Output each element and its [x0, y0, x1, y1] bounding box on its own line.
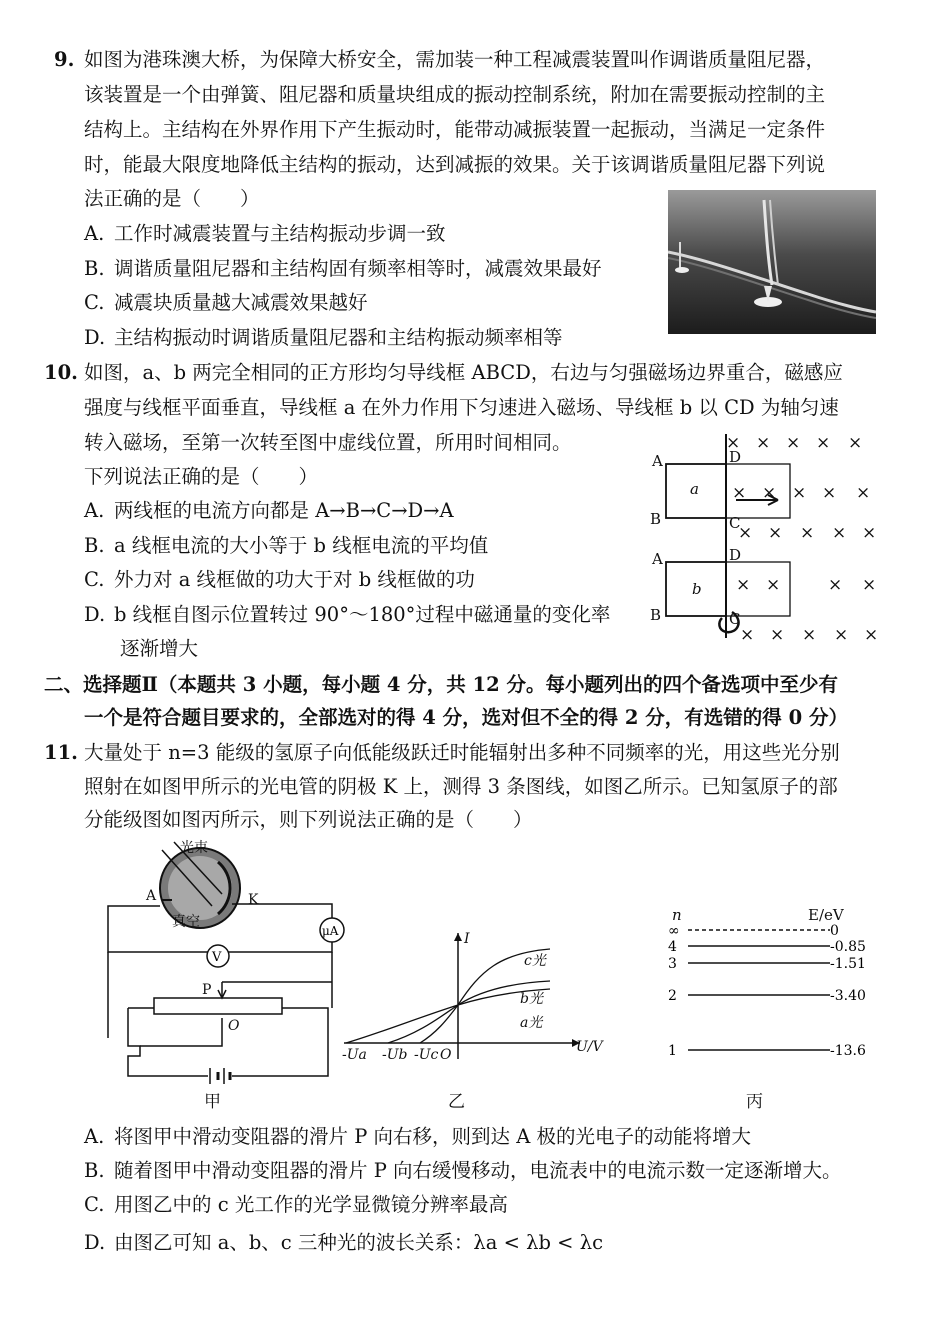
- q11-option-a[interactable]: [84, 1124, 751, 1150]
- caption-yi: 乙: [448, 1092, 465, 1112]
- level-energy-label: -1.51: [830, 956, 866, 972]
- q9-stem-line-5: 法正确的是（ ）: [84, 187, 260, 210]
- voltmeter-label: V: [212, 950, 222, 965]
- level-n-label: 3: [668, 956, 677, 972]
- field-cross: ×: [786, 433, 801, 453]
- option-text: 两线框的电流方向都是 A→B→C→D→A: [114, 499, 454, 522]
- cathode-label: K: [248, 892, 259, 908]
- option-letter: A.: [84, 499, 105, 522]
- level-n-label: ∞: [668, 923, 680, 939]
- field-cross: ×: [856, 483, 871, 503]
- frame-b-label: b: [692, 580, 702, 598]
- axis-i-label: I: [464, 931, 470, 947]
- option-letter: B.: [84, 1159, 105, 1182]
- q11-stem-line-3: 分能级图如图丙所示，则下列说法正确的是（ ）: [84, 808, 533, 831]
- q11-option-b[interactable]: [84, 1158, 842, 1184]
- label-D: D: [729, 546, 742, 564]
- label-B: B: [650, 606, 662, 624]
- field-cross: ×: [864, 625, 879, 645]
- level-n-label: 4: [668, 939, 677, 955]
- field-cross: ×: [828, 575, 843, 595]
- q10-option-d[interactable]: [84, 602, 610, 628]
- option-letter: C.: [84, 568, 105, 591]
- label-D: D: [729, 448, 742, 466]
- q9-stem-line-2: 该装置是一个由弹簧、阻尼器和质量块组成的振动控制系统，附加在需要振动控制的主: [84, 83, 826, 106]
- field-cross: ×: [848, 433, 863, 453]
- frame-a-label: a: [690, 480, 699, 498]
- q9-option-a[interactable]: [84, 221, 446, 247]
- option-text: 调谐质量阻尼器和主结构固有频率相等时，减震效果最好: [114, 257, 602, 280]
- field-cross: ×: [762, 483, 777, 503]
- field-cross: ×: [800, 523, 815, 543]
- field-cross: ×: [756, 433, 771, 453]
- field-cross: ×: [832, 523, 847, 543]
- q10-stem-line-3: 转入磁场，至第一次转至图中虚线位置，所用时间相同。: [84, 431, 572, 454]
- q9-option-c[interactable]: [84, 290, 368, 316]
- figure-bing: [660, 900, 880, 1070]
- caption-jia: 甲: [204, 1092, 221, 1112]
- energy-levels: [668, 923, 866, 1059]
- q9-option-d[interactable]: [84, 325, 563, 351]
- option-letter: B.: [84, 257, 105, 280]
- q10-option-b[interactable]: [84, 533, 488, 559]
- caption-bing: 丙: [746, 1092, 763, 1112]
- q11-stem-line-1: 大量处于 n=3 能级的氢原子向低能级跃迁时能辐射出多种不同频率的光，用这些光分别: [84, 741, 840, 764]
- ammeter-label: μA: [322, 924, 339, 938]
- label-A: A: [652, 550, 663, 568]
- uc-label: -Uc: [414, 1047, 439, 1063]
- level-energy-label: 0: [830, 923, 839, 939]
- option-letter: D.: [84, 326, 106, 349]
- anode-label: A: [146, 888, 157, 904]
- q9-stem-line-3: 结构上。主结构在外界作用下产生振动时，能带动减振装置一起振动，当满足一定条件: [84, 118, 826, 141]
- section2-title-2: 一个是符合题目要求的，全部选对的得 4 分，选对但不全的得 2 分，有选错的得 0 分）: [84, 706, 848, 729]
- q10-option-d-continued: 逐渐增大: [120, 637, 199, 660]
- q10-stem-line-2: 强度与线框平面垂直，导线框 a 在外力作用下匀速进入磁场、导线框 b 以 CD 为轴匀速: [84, 396, 839, 419]
- axis-u-label: U/V: [576, 1039, 603, 1055]
- q11-number: 11.: [44, 741, 78, 764]
- q10-number: 10.: [44, 361, 78, 384]
- field-cross: ×: [736, 575, 751, 595]
- field-cross: ×: [738, 523, 753, 543]
- a-light-label: a光: [520, 1015, 543, 1031]
- level-energy-label: -0.85: [830, 939, 866, 955]
- q10-figure: [640, 428, 890, 648]
- level-energy-label: -13.6: [830, 1043, 866, 1059]
- q11-option-c[interactable]: [84, 1192, 508, 1218]
- option-letter: B.: [84, 534, 105, 557]
- q9-stem-line-1: 如图为港珠澳大桥，为保障大桥安全，需加装一种工程减震装置叫作调谐质量阻尼器，: [84, 48, 826, 71]
- option-text: 由图乙可知 a、b、c 三种光的波长关系：λa < λb < λc: [114, 1231, 604, 1254]
- label-A: A: [652, 452, 663, 470]
- q10-option-a[interactable]: [84, 498, 454, 524]
- field-cross: ×: [768, 523, 783, 543]
- midpoint-label: O: [228, 1018, 240, 1034]
- q9-number: 9.: [54, 48, 75, 71]
- figure-jia: [100, 838, 360, 1088]
- option-letter: D.: [84, 1231, 106, 1254]
- field-cross: ×: [770, 625, 785, 645]
- q9-option-b[interactable]: [84, 256, 602, 282]
- option-letter: A.: [84, 1125, 105, 1148]
- option-text: 减震块质量越大减震效果越好: [114, 291, 368, 314]
- beam-label: 光束: [180, 840, 208, 856]
- q10-stem-line-4: 下列说法正确的是（ ）: [84, 465, 319, 488]
- ua-label: -Ua: [342, 1047, 367, 1063]
- option-text: 工作时减震装置与主结构振动步调一致: [114, 222, 446, 245]
- label-C: C: [729, 610, 741, 628]
- bridge-photo: [668, 190, 876, 334]
- level-n-label: 1: [668, 1043, 677, 1059]
- field-cross: ×: [816, 433, 831, 453]
- option-letter: A.: [84, 222, 105, 245]
- slider-label: P: [202, 982, 212, 998]
- option-letter: C.: [84, 291, 105, 314]
- ub-label: -Ub: [382, 1047, 408, 1063]
- option-text: 将图甲中滑动变阻器的滑片 P 向右移，则到达 A 极的光电子的动能将增大: [114, 1125, 751, 1148]
- section2-title-1: 二、选择题Ⅱ（本题共 3 小题，每小题 4 分，共 12 分。每小题列出的四个备选项中至少有: [44, 673, 838, 696]
- label-C: C: [729, 514, 741, 532]
- option-letter: C.: [84, 1193, 105, 1216]
- field-cross: ×: [766, 575, 781, 595]
- field-cross: ×: [862, 523, 877, 543]
- e-header: E/eV: [808, 906, 844, 924]
- vacuum-label: 真空: [172, 914, 200, 930]
- option-text: 外力对 a 线框做的功大于对 b 线框做的功: [114, 568, 475, 591]
- q10-option-c[interactable]: [84, 567, 475, 593]
- field-cross: ×: [802, 625, 817, 645]
- q11-stem-line-2: 照射在如图甲所示的光电管的阴极 K 上，测得 3 条图线，如图乙所示。已知氢原子的部: [84, 775, 838, 798]
- level-energy-label: -3.40: [830, 988, 866, 1004]
- b-light-label: b光: [520, 991, 543, 1007]
- field-cross: ×: [862, 575, 877, 595]
- option-text: b 线框自图示位置转过 90°～180°过程中磁通量的变化率: [114, 603, 611, 626]
- n-header: n: [672, 906, 682, 924]
- c-light-label: c光: [524, 953, 546, 969]
- q9-stem-line-4: 时，能最大限度地降低主结构的振动，达到减振的效果。关于该调谐质量阻尼器下列说: [84, 153, 826, 176]
- option-text: 随着图甲中滑动变阻器的滑片 P 向右缓慢移动，电流表中的电流示数一定逐渐增大。: [114, 1159, 842, 1182]
- option-letter: D.: [84, 603, 106, 626]
- field-cross: ×: [834, 625, 849, 645]
- option-text: a 线框电流的大小等于 b 线框电流的平均值: [114, 534, 489, 557]
- field-cross: ×: [740, 625, 755, 645]
- option-text: 用图乙中的 c 光工作的光学显微镜分辨率最高: [114, 1193, 508, 1216]
- q10-stem-line-1: 如图，a、b 两完全相同的正方形均匀导线框 ABCD，右边与匀强磁场边界重合，磁感应: [84, 361, 843, 384]
- field-cross: ×: [732, 483, 747, 503]
- origin-label: O: [440, 1047, 452, 1063]
- label-B: B: [650, 510, 662, 528]
- field-cross: ×: [726, 433, 741, 453]
- field-cross: ×: [792, 483, 807, 503]
- field-cross: ×: [822, 483, 837, 503]
- level-n-label: 2: [668, 988, 677, 1004]
- figure-yi: [340, 925, 630, 1065]
- q11-option-d[interactable]: [84, 1230, 603, 1256]
- option-text: 主结构振动时调谐质量阻尼器和主结构振动频率相等: [114, 326, 563, 349]
